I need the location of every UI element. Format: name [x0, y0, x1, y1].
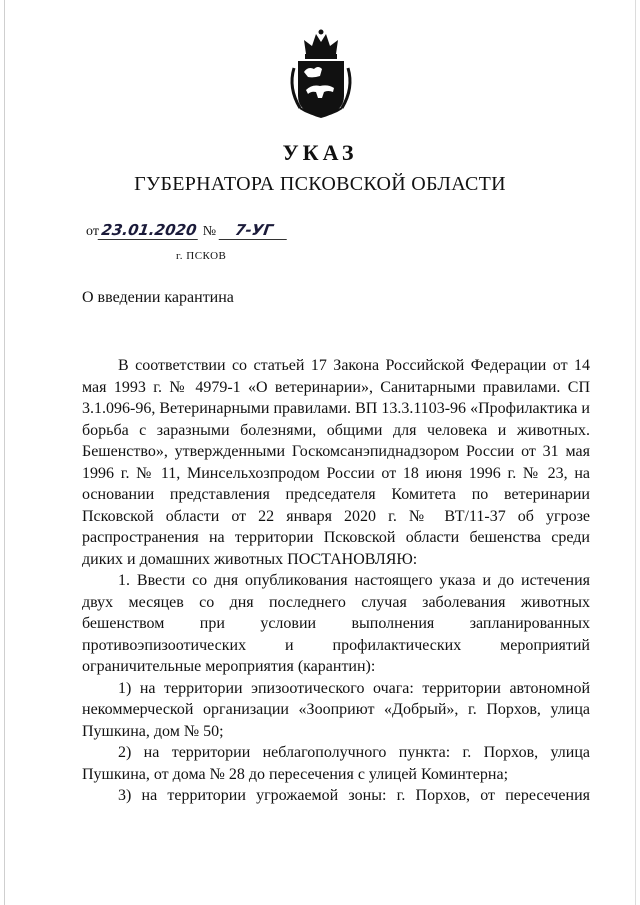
handwritten-number: 7-УГ	[218, 221, 289, 240]
scan-edge-left	[4, 0, 5, 905]
pskov-coat-of-arms-icon	[286, 28, 356, 120]
handwritten-date: 23.01.2020	[98, 221, 201, 240]
document-body	[82, 355, 590, 807]
item-1-2-paragraph: 2) на территории неблагополучного пункта: г. Порхов, улица Пушкина, от дома № 28 до пересечения с улицей Коминтерна;	[82, 744, 590, 783]
issuer-title: ГУБЕРНАТОРА ПСКОВСКОЙ ОБЛАСТИ	[134, 173, 506, 195]
item-1-3-paragraph: 3) на территории угрожаемой зоны: г. Порхов, от пересечения	[118, 787, 590, 804]
preamble-paragraph: В соответствии со статьей 17 Закона Российской Федерации от 14 мая 1993 г. № 4979-1 «О ветеринарии», Санитарными правилами. СП 3.1.096-96, Ветеринарными правилами. ВП 13.3.1103-96 «Профилактика и борьба с заразными болезнями, общими для человека и животных. Бешенство», утвержденными Госкомсанэпиднадзором России от 31 мая 1996 г. № 11, Минсельхозпродом России от 18 июня 1996 г. № 23, на основании представления председателя Комитета по ветеринарии Псковской области от 22 января 2020 г. № ВТ/11-37 об угрозе распространения на территории Псковской области бешенства среди диких и домашних животных ПОСТАНОВЛЯЮ:	[82, 357, 590, 568]
item-1-paragraph: 1. Ввести со дня опубликования настоящего указа и до истечения двух месяцев со дня последнего случая заболевания животных бешенством при условии выполнения запланированных противоэпизоотических и профилактических мероприятий ограничительные мероприятия (карантин):	[82, 572, 590, 675]
scan-edge-right	[635, 0, 636, 905]
number-label: №	[202, 224, 217, 239]
document-type-title: УКАЗ	[282, 140, 358, 165]
date-number-line	[86, 221, 288, 240]
document-subject: О введении карантина	[82, 289, 234, 306]
city-label: г. ПСКОВ	[176, 250, 227, 262]
date-label: от	[86, 224, 99, 239]
item-1-1-paragraph: 1) на территории эпизоотического очага: территории автономной некоммерческой организации «Зооприют «Добрый», г. Порхов, улица Пушкина, дом № 50;	[82, 679, 590, 740]
